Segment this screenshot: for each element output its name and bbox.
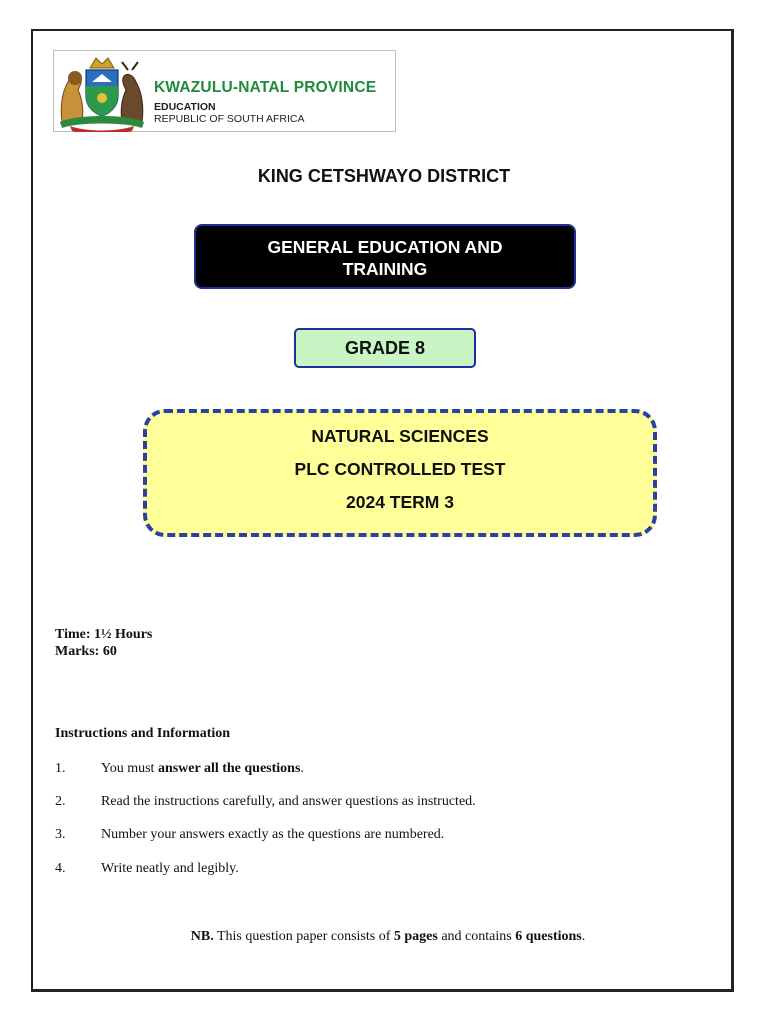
- instruction-number: 2.: [55, 794, 66, 809]
- instruction-number: 3.: [55, 827, 66, 842]
- subject-panel: [143, 409, 657, 537]
- phase-line-2: TRAINING: [342, 259, 428, 279]
- instruction-text: You must answer all the questions.: [101, 761, 304, 776]
- instruction-text: Read the instructions carefully, and answer questions as instructed.: [101, 794, 476, 809]
- instruction-text: Number your answers exactly as the questions are numbered.: [101, 827, 445, 842]
- test-type: PLC CONTROLLED TEST: [294, 459, 506, 479]
- province-logo: [53, 50, 396, 132]
- logo-subtitle-country: REPUBLIC OF SOUTH AFRICA: [154, 113, 305, 125]
- nb-note: NB. This question paper consists of 5 pages and contains 6 questions.: [190, 929, 586, 944]
- instruction-text: Write neatly and legibly.: [101, 861, 239, 876]
- phase-line-1: GENERAL EDUCATION AND: [267, 237, 503, 257]
- time-allowed: Time: 1½ Hours: [55, 627, 153, 642]
- grade-badge: GRADE 8: [294, 328, 476, 368]
- district-title: KING CETSHWAYO DISTRICT: [257, 166, 511, 186]
- subject-name: NATURAL SCIENCES: [311, 426, 489, 446]
- instruction-emphasis: answer all the questions: [157, 761, 301, 776]
- instruction-number: 4.: [55, 861, 66, 876]
- total-marks: Marks: 60: [55, 644, 117, 659]
- instructions-heading: Instructions and Information: [55, 726, 231, 741]
- kzn-coat-of-arms-icon: [56, 52, 148, 132]
- time-marks-block: [55, 626, 152, 660]
- instruction-number: 1.: [55, 761, 66, 776]
- logo-subtitle-education: EDUCATION: [154, 101, 216, 113]
- logo-title: KWAZULU-NATAL PROVINCE: [154, 79, 377, 96]
- phase-banner: [194, 224, 576, 289]
- test-term: 2024 TERM 3: [346, 492, 454, 512]
